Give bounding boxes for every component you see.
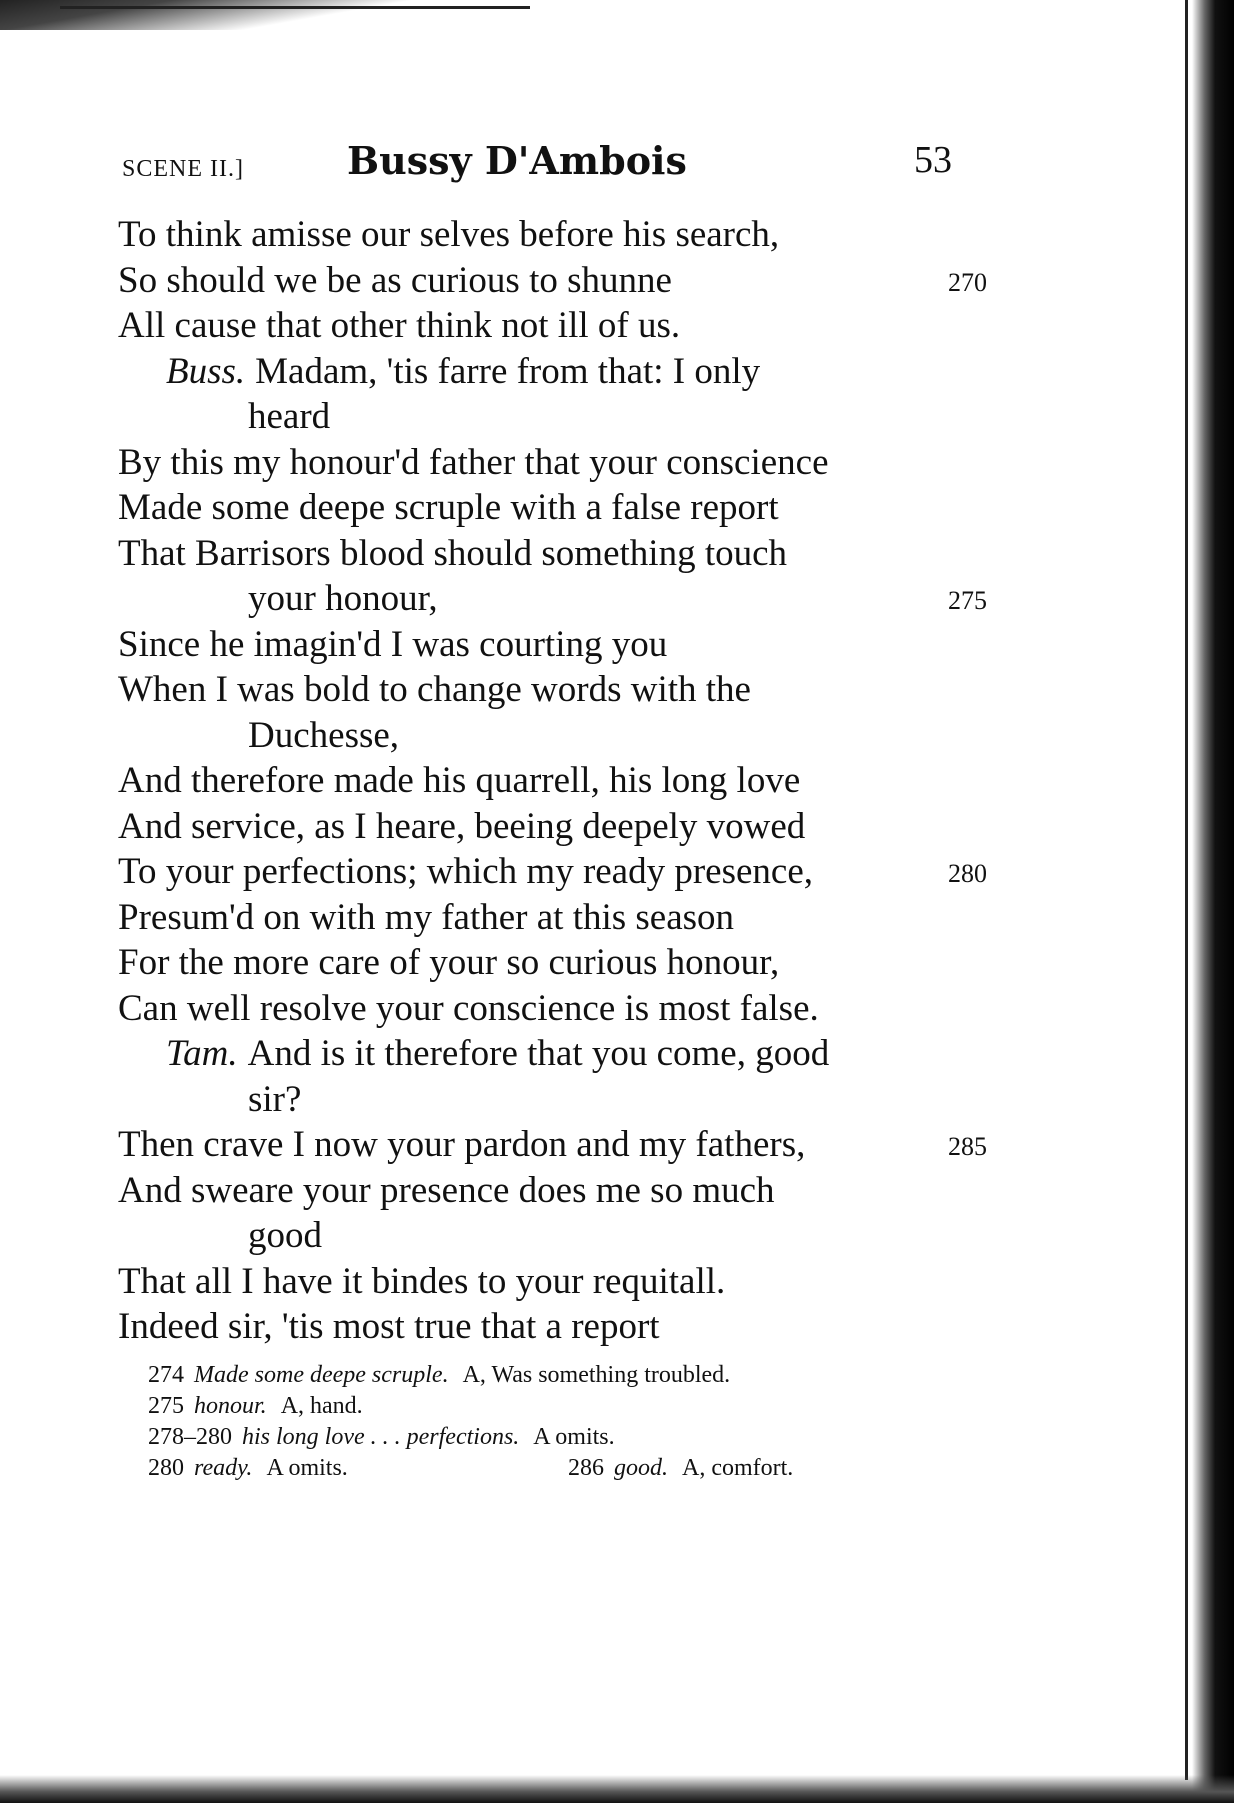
footnote-reference: Made some deepe scruple. [194,1362,449,1388]
verse-line: By this my honour'd father that your conscience [118,441,829,483]
speaker-name: Tam. [166,1033,238,1074]
scan-edge-right [1185,0,1188,1780]
verse-line: And sweare your presence does me so much [118,1169,775,1211]
footnote-text: A, hand. [280,1393,363,1419]
footnote-reference: honour. [194,1393,267,1419]
verse-line: That Barrisors blood should something touch [118,532,788,574]
verse-line: heard [248,396,331,437]
verse-line: All cause that other think not ill of us. [118,305,681,346]
scan-shadow-top [0,0,520,30]
footnote-reference: his long love . . . perfections. [242,1424,520,1450]
verse-line: So should we be as curious to shunne 270 [118,258,948,304]
scene-label: SCENE II.] [122,156,244,182]
line-number: 280 [948,859,987,888]
verse-line: Buss. Madam, 'tis farre from that: I only [166,350,761,392]
footnote-text: A, comfort. [682,1455,794,1481]
footnote-text: A omits. [533,1424,615,1450]
verse-line: To your perfections; which my ready presence, 280 [118,849,948,895]
verse-line: That all I have it bindes to your requitall. [118,1260,726,1302]
scan-shadow-right [1192,0,1234,1803]
verse-line: And therefore made his quarrell, his long love [118,760,801,801]
line-number: 285 [948,1132,987,1161]
verse-text [118,212,987,1350]
verse-line: Duchesse, [248,714,400,756]
footnote-line-number: 274 [148,1362,184,1388]
footnote [148,1391,908,1422]
page-number: 53 [914,139,952,181]
footnote [568,1453,793,1484]
running-header [122,138,952,198]
verse-line: Indeed sir, 'tis most true that a report [118,1306,660,1347]
footnote-line-number: 278–280 [148,1424,232,1450]
footnote [148,1453,908,1484]
running-title: Bussy D'Ambois [347,138,687,183]
scan-shadow-bottom [0,1775,1234,1803]
verse-line: Presum'd on with my father at this season [118,896,735,938]
verse-line: your honour, 275 [118,576,948,622]
verse-line: And service, as I heare, beeing deepely vowed [118,805,806,847]
verse-line: good [248,1215,322,1256]
footnote-line-number: 280 [148,1455,184,1481]
footnote-text: A, Was something troubled. [462,1362,731,1388]
verse-line: Can well resolve your conscience is most false. [118,987,819,1029]
footnote-line-number: 286 [568,1455,604,1481]
verse-line: sir? [248,1078,302,1120]
verse-line: Then crave I now your pardon and my fathers, 285 [118,1122,948,1168]
footnote-reference: ready. [194,1455,253,1481]
footnote-text: A omits. [266,1455,348,1481]
verse-line: When I was bold to change words with the [118,669,751,710]
line-number: 275 [948,586,987,615]
scan-edge-top [60,6,530,9]
footnote [148,1360,908,1391]
verse-line: Tam. And is it therefore that you come, good [166,1033,830,1074]
footnote [148,1422,908,1453]
footnote-reference: good. [614,1455,668,1481]
speaker-name: Buss. [166,350,246,392]
verse-line: Made some deepe scruple with a false report [118,487,779,528]
line-number: 270 [948,267,987,297]
verse-line: To think amisse our selves before his search, [118,214,780,255]
footnote-line-number: 275 [148,1393,184,1419]
verse-line: Since he imagin'd I was courting you [118,623,668,665]
footnotes [148,1360,908,1484]
verse-line: For the more care of your so curious honour, [118,942,780,983]
